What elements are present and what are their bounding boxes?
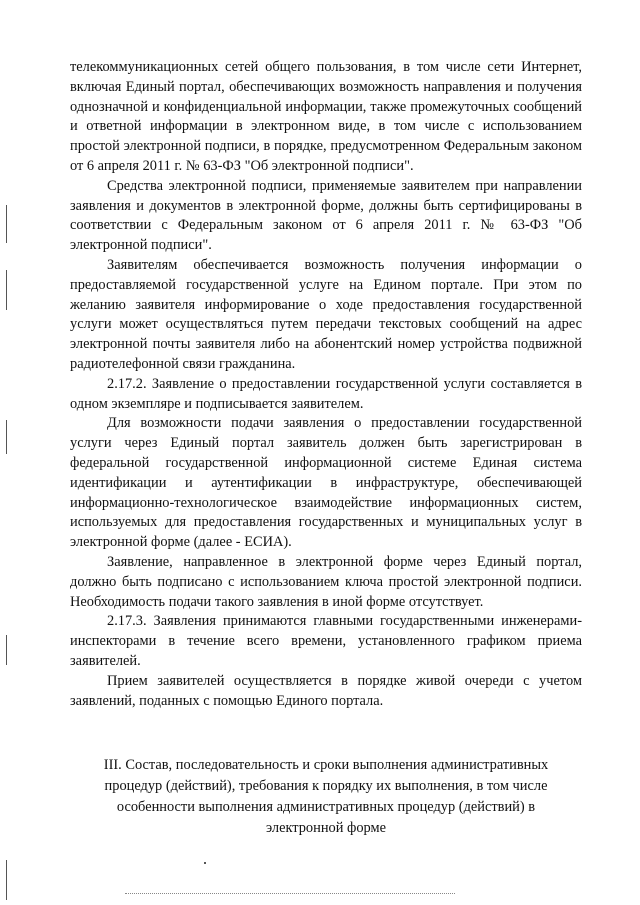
section-heading-line: электронной форме [265,820,387,836]
paragraph: Прием заявителей осуществляется в порядке живой очереди с учетом заявлений, поданных с помощью Единого портала. [70,672,582,709]
scan-margin-mark [6,860,7,900]
paragraph: Заявление, направленное в электронной форме через Единый портал, должно быть подписано с использованием ключа простой электронной подписи. Необходимость подачи такого заявления в иной форме отсутствует. [70,553,582,610]
scan-bottom-edge [125,893,455,894]
section-heading-line: особенности выполнения административных процедур (действий) в [116,799,536,815]
paragraph: телекоммуникационных сетей общего пользования, в том числе сети Интернет, включая Единый портал, обеспечивающих возможность направления и получения однозначной и конфиденциальной информации, также промежуточных сообщений и ответной информации в электронном виде, в том числе с использованием простой электронной подписи, в порядке, предусмотренном Федеральным законом от 6 апреля 2011 г. № 63-ФЗ "Об электронной подписи". [70,59,582,174]
paragraph: 2.17.3. Заявления принимаются главными государственными инженерами-инспекторами в течение всего времени, установленного графиком приема заявителей. [70,613,582,669]
paragraph: 2.17.2. Заявление о предоставлении государственной услуги составляется в одном экземпляре и подписывается заявителем. [70,375,582,412]
body-text [70,58,582,711]
scan-margin-mark [6,635,7,665]
section-heading [70,755,582,839]
paragraph: Средства электронной подписи, применяемые заявителем при направлении заявления и документов в электронной форме, должны быть сертифицированы в соответствии с Федеральным законом от 6 апреля 2011 г. № 63-ФЗ "Об электронной подписи". [70,177,582,254]
scan-margin-mark [6,205,7,243]
section-heading-line: процедур (действий), требования к порядку их выполнения, в том числе [104,778,548,794]
scan-dot [204,862,206,864]
paragraph: Заявителям обеспечивается возможность получения информации о предоставляемой государственной услуге на Едином портале. При этом по желанию заявителя информирование о ходе предоставления государственной услуги может осуществляться путем передачи текстовых сообщений на адрес электронной почты заявителя либо на абонентский номер устройства подвижной радиотелефонной связи гражданина. [70,256,582,372]
scan-margin-mark [6,420,7,454]
section-heading-line: III. Состав, последовательность и сроки выполнения административных [103,757,549,773]
scan-margin-mark [6,270,7,310]
paragraph: Для возможности подачи заявления о предоставлении государственной услуги через Единый портал заявитель должен быть зарегистрирован в федеральной государственной информационной системе Единая система идентификации и аутентификации в инфраструктуре, обеспечивающей информационно-технологическое взаимодействие информационных систем, используемых для предоставления государственных и муниципальных услуг в электронной форме (далее - ЕСИА). [70,415,582,551]
